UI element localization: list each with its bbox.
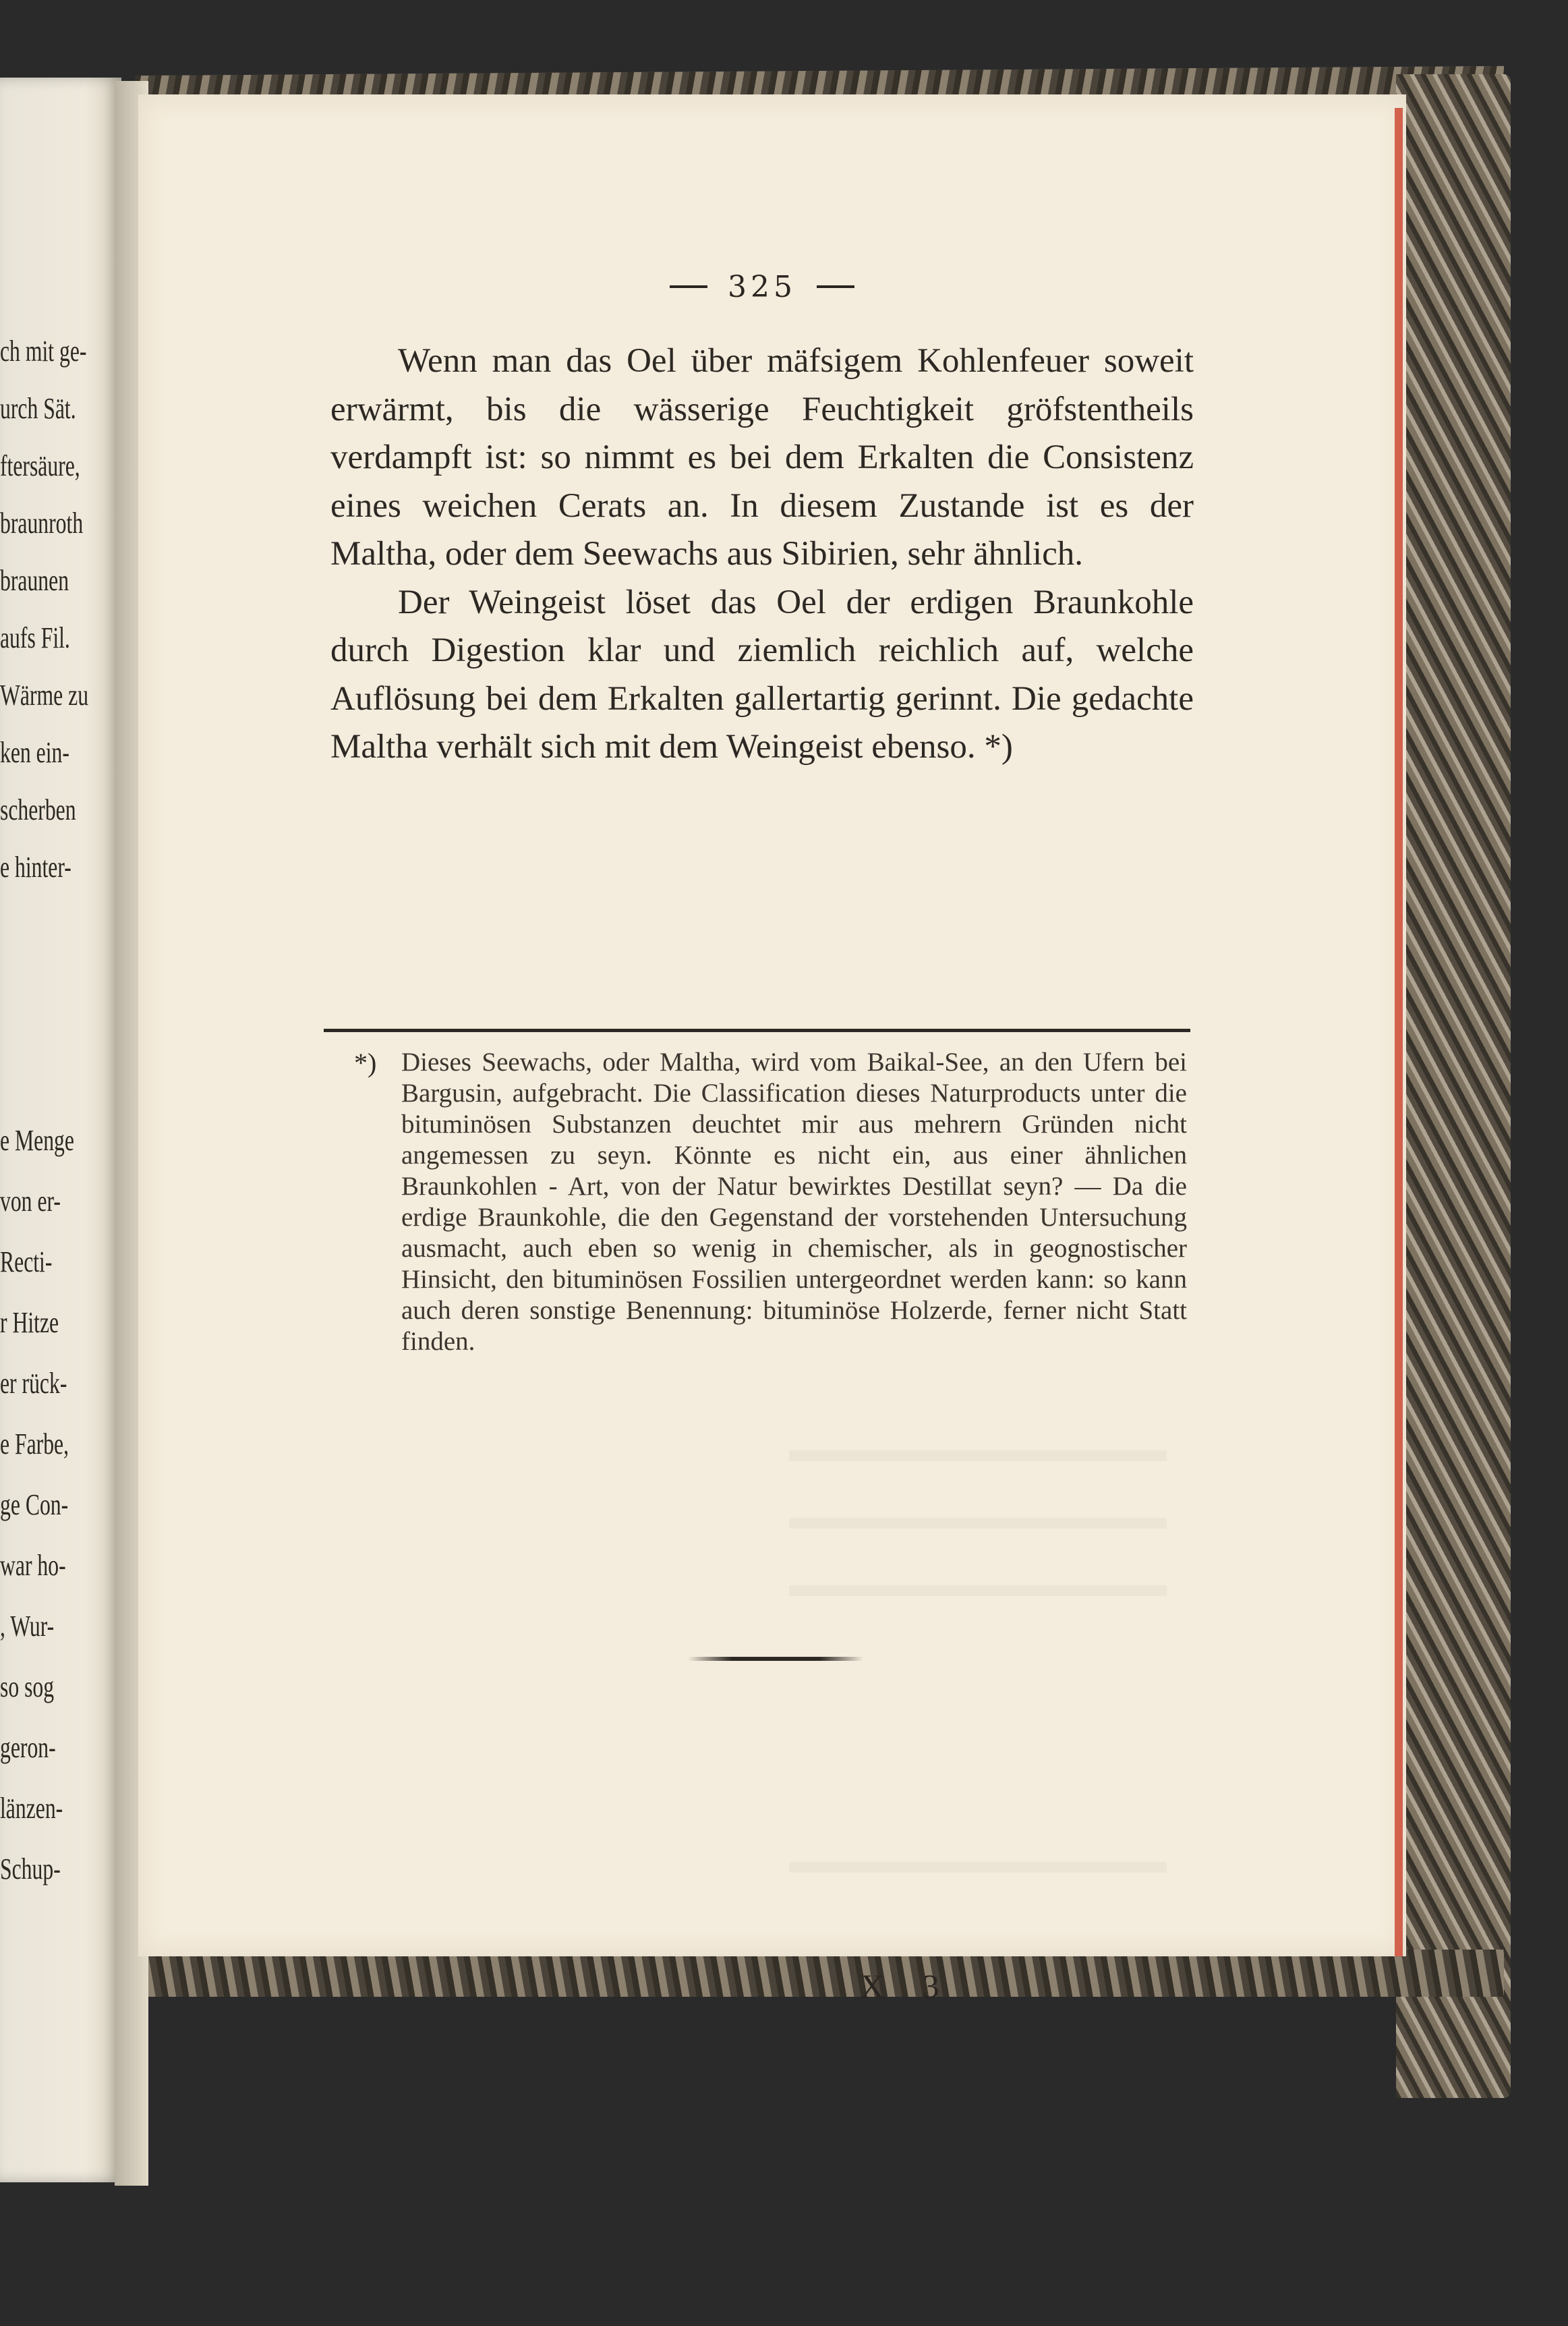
show-through	[789, 1450, 1167, 1461]
left-page-line: Wärme zu	[0, 679, 89, 712]
book-cover-right	[1396, 74, 1511, 2098]
left-page-line: ge Con-	[0, 1488, 69, 1521]
book-cover-bottom	[121, 1950, 1504, 1997]
left-page-line: er rück-	[0, 1367, 67, 1400]
show-through	[789, 1585, 1167, 1596]
footnote-rule	[324, 1029, 1190, 1032]
left-page-line: e Farbe,	[0, 1427, 69, 1460]
paragraph: Der Weingeist löset das Oel der erdigen Braunkohle durch Digestion klar und ziemlich reichlich auf, welche Auflösung bei dem Erkalten gallertartig gerinnt. Die gedachte Maltha verhält sich mit dem Weingeist ebenso. *)	[330, 583, 1194, 766]
page-edge	[1395, 108, 1403, 1956]
left-page-line: ftersäure,	[0, 449, 80, 482]
left-page-line: so sog	[0, 1670, 55, 1703]
paragraph: Wenn man das Oel über mäfsigem Kohlenfeuer soweit erwärmt, bis die wässerige Feuchtigkeit gröfstentheils verdampft ist: so nimmt es bei dem Erkalten die Consistenz eines weichen Cerats an. In diesem Zustande ist es der Maltha, oder dem Seewachs aus Sibirien, sehr ähnlich.	[330, 342, 1194, 573]
header-dash	[817, 285, 854, 288]
left-page-line: e Menge	[0, 1124, 74, 1157]
header-dash	[670, 285, 707, 288]
left-page-line: aufs Fil.	[0, 621, 70, 654]
footnote-text: Dieses Seewachs, oder Maltha, wird vom Baikal-See, an den Ufern bei Bargusin, aufgebracht. Die Classification dieses Naturproducts unter die bituminösen Substanzen deuchtet mir aus mehrern Gründen nicht angemessen zu seyn. Könnte es nicht ein, aus einer ähnlichen Braunkohlen - Art, von der Natur bewirktes Destillat seyn? — Da die erdige Braunkohle, die den Gegenstand der vorstehenden Untersuchung ausmacht, auch eben so wenig in chemischer, als in geognostischer Hinsicht, den bituminösen Fossilien untergeordnet werden kann: so kann auch deren sonstige Benennung: bituminöse Holzerde, ferner nicht Statt finden.	[401, 1048, 1187, 1356]
left-page-line: urch Sät.	[0, 392, 76, 425]
left-page-line: braunen	[0, 564, 69, 597]
page-header	[641, 266, 883, 307]
left-page-line: Recti-	[0, 1245, 53, 1278]
left-page-line: scherben	[0, 793, 76, 826]
show-through	[789, 1518, 1167, 1529]
left-page-line: ch mit ge-	[0, 335, 87, 368]
signature-mark: X 3	[860, 1967, 954, 2005]
main-text	[330, 337, 1194, 772]
left-page-line: länzen-	[0, 1792, 63, 1825]
left-page-line: geron-	[0, 1731, 56, 1764]
end-ornament-rule	[688, 1657, 863, 1661]
left-page-line: e hinter-	[0, 851, 71, 884]
footnote-marker: *)	[354, 1048, 377, 1078]
left-page-line: war ho-	[0, 1549, 66, 1582]
show-through	[789, 1862, 1167, 1873]
left-page-line: braunroth	[0, 507, 84, 540]
left-page-line: von er-	[0, 1185, 61, 1218]
left-page-line: , Wur-	[0, 1610, 55, 1643]
previous-page	[0, 78, 121, 2182]
left-page-line: ken ein-	[0, 736, 69, 769]
page-number: 325	[728, 269, 796, 304]
left-page-line: Schup-	[0, 1852, 61, 1885]
left-page-line: r Hitze	[0, 1306, 59, 1339]
